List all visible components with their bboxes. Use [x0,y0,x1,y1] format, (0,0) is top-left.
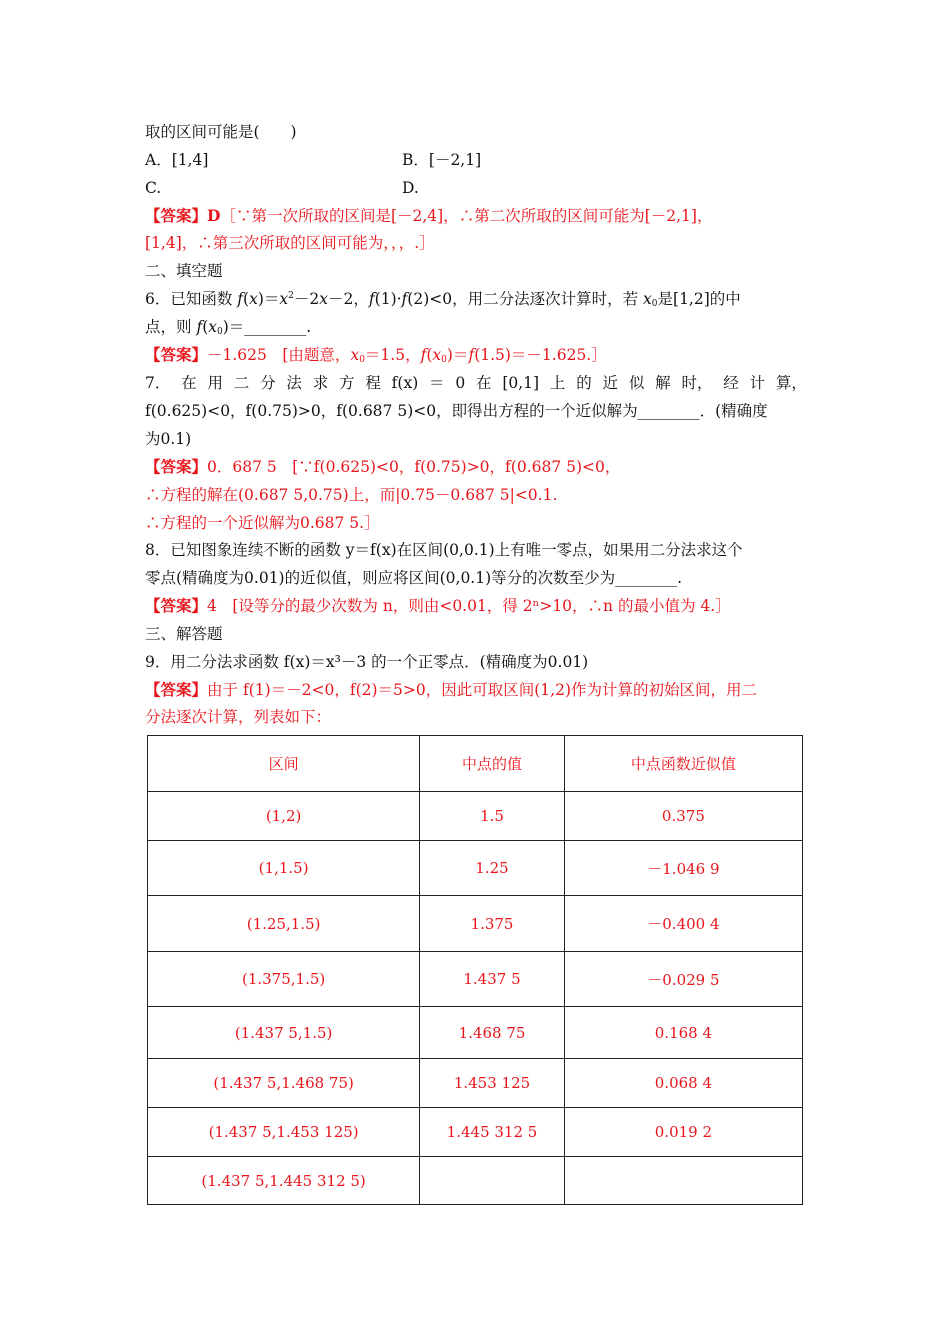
q6-text: 是[1,2]的中 [657,290,741,308]
q6-answer-text: 0 [359,355,365,365]
answer-tag: 【答案】 [145,457,208,476]
q7-stem-line-2: f(0.625)<0，f(0.75)>0，f(0.687 5)<0，即得出方程的一个近似解为________．(精确度 [145,402,768,420]
q6-text: 0 [217,327,223,337]
q6-text: 6．已知函数 [145,290,238,308]
q7-word: 的 [576,374,592,392]
table-cell: (1.25,1.5) [148,896,420,952]
table-row [148,1059,803,1108]
q5-answer-line-2: [1,4]，∴第三次所取的区间可能为，，，.］ [145,234,435,252]
q7-word: 在 [476,374,492,392]
q6-text: (2)<0，用二分法逐次计算时，若 [407,290,644,308]
table-row [148,1108,803,1157]
q5-option-d: D. [402,179,419,197]
q5-stem-continued: 取的区间可能是( ) [145,123,297,141]
table-cell: (1.437 5,1.445 312 5) [148,1157,420,1205]
answer-tag: 【答案】 [145,596,208,615]
q7-word: 用 [207,374,223,392]
q6-text: f [401,290,408,308]
table-row [148,896,803,952]
q6-text: x [279,290,289,308]
q7-word: 计 [749,374,766,392]
table-cell: (1,1.5) [148,841,420,896]
q7-word: 二 [233,374,250,392]
q6-text: －2 [293,290,320,308]
q6-answer-text: )＝ [446,346,469,364]
q6-text: f [368,290,375,308]
q6-text: x [319,290,329,308]
q7-word: 解 [655,374,671,392]
q6-text: 0 [651,299,658,309]
table-row [148,841,803,896]
table-cell: (1.437 5,1.5) [148,1007,420,1059]
q7-word: 算， [775,374,807,392]
q5-option-a: A．[1,4] [145,151,209,169]
q7-word: 经 [723,374,739,392]
q5-option-b: B．[－2,1] [402,151,482,169]
table-cell: 0.019 2 [564,1108,802,1157]
q7-word: 方 [339,374,355,392]
table-cell: (1,2) [148,792,420,841]
q8-answer-text: 4 [设等分的最少次数为 n，则由<0.01，得 2ⁿ>10，∴n 的最小值为 4.］ [207,597,731,615]
q7-answer-text: 0．687 5 [∵f(0.625)<0，f(0.75)>0，f(0.687 5)<0， [207,458,621,476]
table-cell: (1.437 5,1.468 75) [148,1059,420,1108]
q6-stem-line-1 [145,288,741,310]
q8-answer [145,595,731,617]
table-cell: 0.375 [564,792,802,841]
table-cell: 1.375 [420,896,565,952]
q7-word: [0,1] [502,374,540,392]
q6-answer-text: f [468,346,475,364]
table-cell: 0.168 4 [564,1007,802,1059]
q6-answer [145,344,607,366]
q6-answer-text: ＝1.5， [364,346,421,364]
table-cell: －0.400 4 [564,896,802,952]
q6-text: f [237,290,244,308]
q6-answer-text: ( [426,346,433,364]
q6-text: ( [243,290,250,308]
q7-answer-line-3: ∴方程的一个近似解为0.687 5.］ [145,514,380,532]
table-cell: 1.468 75 [420,1007,565,1059]
q6-text: x [249,290,258,308]
table-row [148,952,803,1007]
table-row [148,792,803,841]
table-row [148,1007,803,1059]
q8-stem-line-2: 零点(精确度为0.01)的近似值，则应将区间(0,0.1)等分的次数至少为________. [145,569,683,587]
q9-answer-line-2: 分法逐次计算，列表如下： [145,708,332,726]
table-cell: 0.068 4 [564,1059,802,1108]
table-cell: －1.046 9 [564,841,802,896]
q9-answer-text: 由于 f(1)＝－2<0，f(2)＝5>0，因此可取区间(1,2)作为计算的初始区间，用二 [207,681,757,699]
q6-text: －2， [328,290,369,308]
table-cell: 1.453 125 [420,1059,565,1108]
q7-stem-line-1 [145,372,807,394]
table-cell: 1.445 312 5 [420,1108,565,1157]
table-cell: (1.437 5,1.453 125) [148,1108,420,1157]
q6-text: (1)· [374,290,402,308]
q6-text: )＝ [257,290,280,308]
q5-answer-line-1 [145,205,712,227]
q7-word: 在 [181,374,197,392]
q7-word: 分 [260,374,276,392]
q6-answer-text: x [350,346,360,364]
q6-answer-text: f [420,346,427,364]
q7-word: 近 [602,374,619,392]
table-cell [564,1157,802,1205]
table-header-row [148,736,803,792]
q7-word: 法 [286,374,302,392]
answer-tag: 【答案】 [145,680,208,699]
section-heading-solve: 三、解答题 [145,625,223,643]
q7-answer-line-1 [145,456,620,478]
q6-stem-line-2 [145,316,311,338]
q6-text: )＝________. [222,318,312,336]
q8-stem-line-1: 8．已知图象连续不断的函数 y＝f(x)在区间(0,0.1)上有唯一零点，如果用二分法求这个 [145,541,743,559]
q6-text: f [196,318,203,336]
q6-answer-text: －1.625 [由题意， [207,346,351,364]
answer-tag: 【答案】D [145,206,221,225]
table-cell: 1.25 [420,841,565,896]
q7-word: 0 [455,374,466,392]
table-cell: 1.5 [420,792,565,841]
table-cell: (1.375,1.5) [148,952,420,1007]
q9-stem: 9．用二分法求函数 f(x)＝x³－3 的一个正零点．(精确度为0.01) [145,653,589,671]
table-header-interval: 区间 [148,736,420,792]
q5-option-c: C. [145,179,162,197]
q7-word: 7． [145,374,171,392]
q7-word: ＝ [429,374,445,392]
q6-text: ( [202,318,209,336]
section-heading-fill-in: 二、填空题 [145,262,223,280]
bisection-table [147,735,803,1205]
q6-answer-text: x [432,346,442,364]
table-header-midpoint: 中点的值 [420,736,565,792]
table-row [148,1157,803,1205]
q7-word: f(x) [391,374,419,392]
answer-tag: 【答案】 [145,345,208,364]
q6-text: 2 [288,291,294,301]
q7-word: 时， [681,374,713,392]
table-cell [420,1157,565,1205]
q6-answer-text: 0 [441,355,447,365]
q7-word: 似 [628,374,645,392]
table-header-fvalue: 中点函数近似值 [564,736,802,792]
q7-word: 程 [365,374,381,392]
q6-text: 点，则 [145,318,197,336]
q7-word: 求 [312,374,329,392]
q9-answer-line-1 [145,679,757,701]
q7-word: 上 [549,374,566,392]
q6-answer-text: (1.5)＝－1.625.］ [474,346,607,364]
q6-text: x [643,290,652,308]
q7-stem-line-3: 为0.1) [145,430,192,448]
table-cell: 1.437 5 [420,952,565,1007]
table-cell: －0.029 5 [564,952,802,1007]
q7-answer-line-2: ∴方程的解在(0.687 5,0.75)上，而|0.75－0.687 5|<0.1. [145,486,558,504]
q5-answer-text-1: ［∵第一次所取的区间是[－2,4]，∴第二次所取的区间可能为[－2,1]， [220,207,713,225]
q6-text: x [208,318,217,336]
